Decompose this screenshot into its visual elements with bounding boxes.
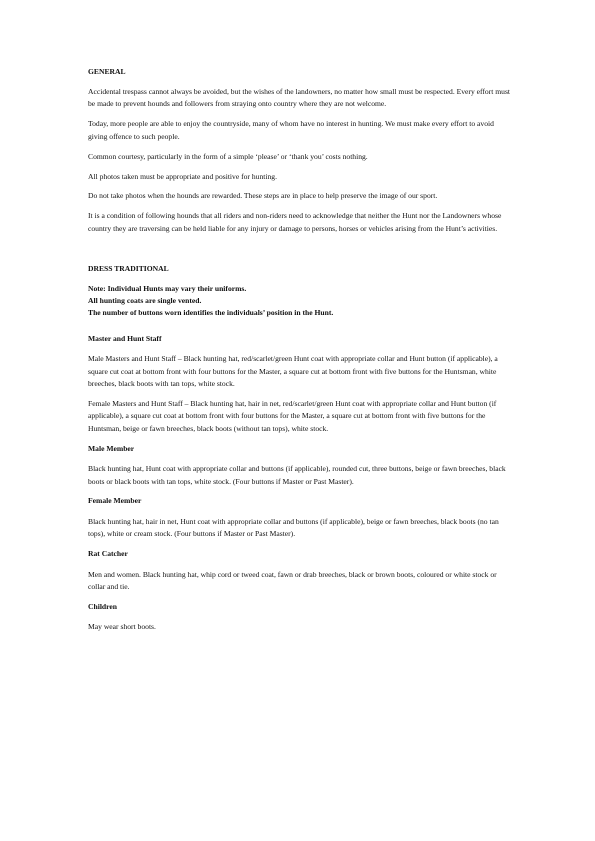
general-paragraph: Do not take photos when the hounds are rewarded. These steps are in place to help preserve the image of our sport. <box>88 191 438 201</box>
section-title-children: Children <box>88 601 117 611</box>
section-title-master-hunt-staff: Master and Hunt Staff <box>88 333 162 343</box>
general-paragraph: All photos taken must be appropriate and positive for hunting. <box>88 171 277 181</box>
general-paragraph: Today, more people are able to enjoy the countryside, many of whom have no interest in hunting. We must make every effort to avoid giving offence to such people. <box>88 119 494 141</box>
general-paragraph: Common courtesy, particularly in the form of a simple ‘please’ or ‘thank you’ costs nothing. <box>88 151 368 161</box>
general-heading: GENERAL <box>88 67 126 76</box>
dress-note: Note: Individual Hunts may vary their uniforms. <box>88 283 247 293</box>
general-paragraph: Accidental trespass cannot always be avoided, but the wishes of the landowners, no matter how small must be respected. Every effort must be made to prevent hounds and followers from straying onto country where they are not welcome. <box>88 87 511 109</box>
general-paragraph: It is a condition of following hounds that all riders and non-riders need to acknowledge that neither the Hunt nor the Landowners whose country they are traversing can be held liable for any injury or damage to persons, horses or vehicles arising from the Hunt’s activities. <box>88 211 502 233</box>
section-paragraph: May wear short boots. <box>88 622 156 632</box>
dress-heading: DRESS TRADITIONAL <box>88 263 169 273</box>
dress-note: All hunting coats are single vented. <box>88 296 202 306</box>
section-title-rat-catcher: Rat Catcher <box>88 549 128 559</box>
section-title-male-member: Male Member <box>88 443 135 453</box>
section-paragraph: Black hunting hat, Hunt coat with appropriate collar and buttons (if applicable), rounded cut, three buttons, beige or fawn breeches, black boots or black boots with tan tops, white stock. (Four buttons if Master or Past Master). <box>88 464 506 486</box>
section-title-female-member: Female Member <box>88 496 142 506</box>
dress-note: The number of buttons worn identifies the individuals’ position in the Hunt. <box>88 308 334 318</box>
dress-notes <box>88 283 515 320</box>
section-paragraph: Female Masters and Hunt Staff – Black hunting hat, hair in net, red/scarlet/green Hunt coat with appropriate collar and Hunt button (if applicable), a square cut coat at bottom front with four buttons for the Master, a square cut at bottom front with five buttons for the Huntsman, beige or fawn breeches, black boots (without tan tops), white stock. <box>88 399 497 433</box>
section-paragraph: Black hunting hat, hair in net, Hunt coat with appropriate collar and buttons (if applicable), beige or fawn breeches, black boots (no tan tops), white or cream stock. (Four buttons if Master or Past Master). <box>88 516 499 539</box>
section-paragraph: Men and women. Black hunting hat, whip cord or tweed coat, fawn or drab breeches, black or brown boots, coloured or white stock or collar and tie. <box>88 569 497 591</box>
section-paragraph: Male Masters and Hunt Staff – Black hunting hat, red/scarlet/green Hunt coat with appropriate collar and Hunt button (if applicable), a square cut coat at bottom front with four buttons for the Master, a square cut at bottom front with five buttons for the Huntsman, white breeches, black boots with tan tops, white stock. <box>88 354 498 389</box>
